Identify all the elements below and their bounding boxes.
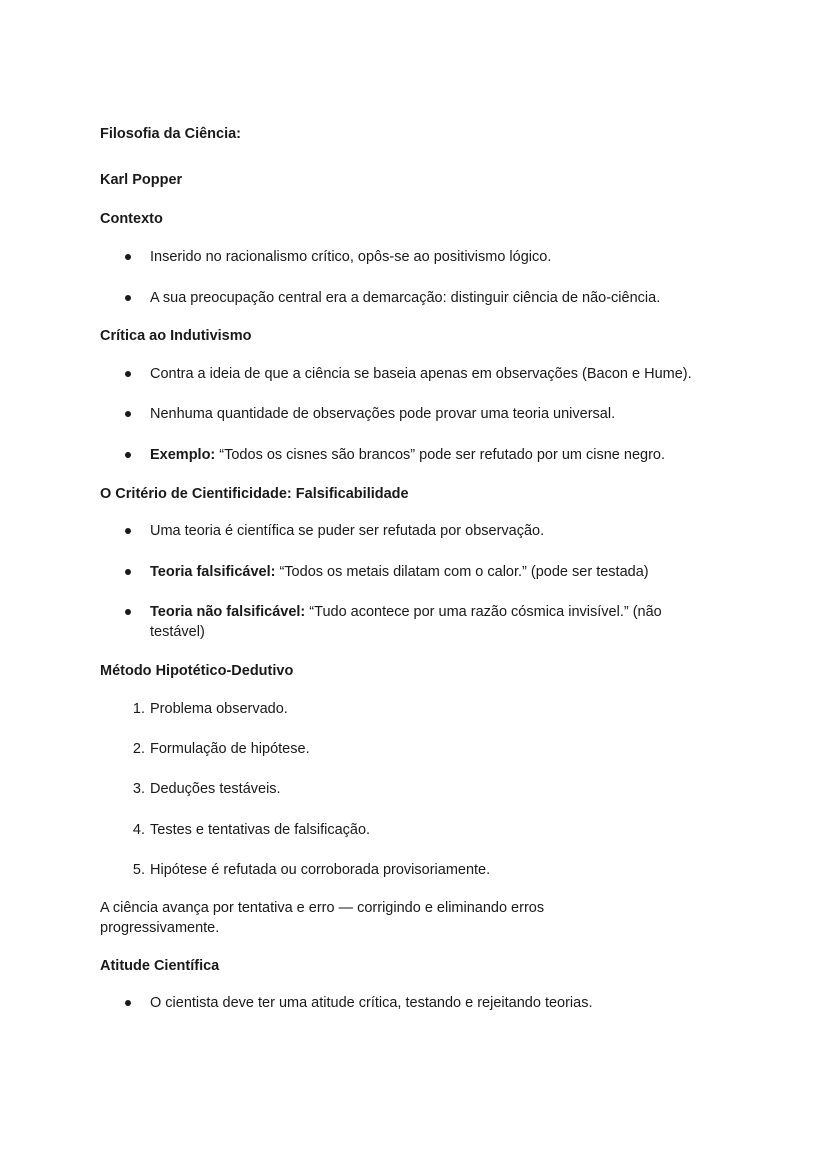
list-item-text: Deduções testáveis. <box>150 781 281 797</box>
section-heading-atitude: Atitude Científica <box>100 958 220 974</box>
list-item <box>150 247 750 267</box>
document-title: Filosofia da Ciência: <box>100 126 241 142</box>
list-item-text: Problema observado. <box>150 701 288 717</box>
bullet-icon <box>125 609 131 615</box>
list-item <box>150 993 750 1013</box>
bullet-icon <box>125 411 131 417</box>
list-item-text: A sua preocupação central era a demarcação: distinguir ciência de não-ciência. <box>150 290 661 306</box>
list-item-text: Contra a ideia de que a ciência se baseia apenas em observações (Bacon e Hume). <box>150 366 692 382</box>
list-item-text: Hipótese é refutada ou corroborada provisoriamente. <box>150 862 491 878</box>
list-number: 5. <box>132 862 145 878</box>
list-item <box>132 779 750 799</box>
list-item-text: Testes e tentativas de falsificação. <box>150 822 371 838</box>
example-text: “Todos os cisnes são brancos” pode ser refutado por um cisne negro. <box>215 447 666 463</box>
list-number: 4. <box>132 822 145 838</box>
bullet-icon <box>125 254 131 260</box>
list-number: 2. <box>132 741 145 757</box>
section-heading-indutivismo: Crítica ao Indutivismo <box>100 328 252 344</box>
term-label: Teoria não falsificável: <box>150 604 306 620</box>
list-item <box>132 739 750 759</box>
list-item-text: O cientista deve ter uma atitude crítica, testando e rejeitando teorias. <box>150 995 593 1011</box>
section-heading-metodo: Método Hipotético-Dedutivo <box>100 663 294 679</box>
list-item <box>132 699 750 719</box>
list-item-text: Uma teoria é científica se puder ser refutada por observação. <box>150 523 545 539</box>
list-item <box>150 288 750 308</box>
bullet-icon <box>125 295 131 301</box>
term-label: Teoria falsificável: <box>150 564 276 580</box>
list-item <box>150 445 750 465</box>
list-number: 1. <box>132 701 145 717</box>
example-label: Exemplo: <box>150 447 216 463</box>
author-heading: Karl Popper <box>100 172 183 188</box>
section-heading-contexto: Contexto <box>100 211 163 227</box>
list-item <box>150 562 750 582</box>
list-item <box>150 404 750 424</box>
list-item <box>132 820 750 840</box>
list-item <box>150 364 750 384</box>
section-heading-falsificabilidade: O Critério de Cientificidade: Falsificabilidade <box>100 486 409 502</box>
conclusion-paragraph: A ciência avança por tentativa e erro — corrigindo e eliminando erros progressivamente. <box>100 900 545 936</box>
term-text: “Todos os metais dilatam com o calor.” (pode ser testada) <box>275 564 649 580</box>
bullet-icon <box>125 452 131 458</box>
term-text: “Tudo acontece por uma razão cósmica invisível.” (não testável) <box>150 604 662 640</box>
bullet-icon <box>125 569 131 575</box>
list-item <box>132 860 750 880</box>
bullet-icon <box>125 528 131 534</box>
list-item-text: Formulação de hipótese. <box>150 741 310 757</box>
bullet-icon <box>125 371 131 377</box>
list-item-text: Nenhuma quantidade de observações pode provar uma teoria universal. <box>150 406 616 422</box>
list-item <box>150 521 750 541</box>
list-item <box>150 602 705 642</box>
bullet-icon <box>125 1000 131 1006</box>
list-number: 3. <box>132 781 145 797</box>
list-item-text: Inserido no racionalismo crítico, opôs-se ao positivismo lógico. <box>150 249 552 265</box>
